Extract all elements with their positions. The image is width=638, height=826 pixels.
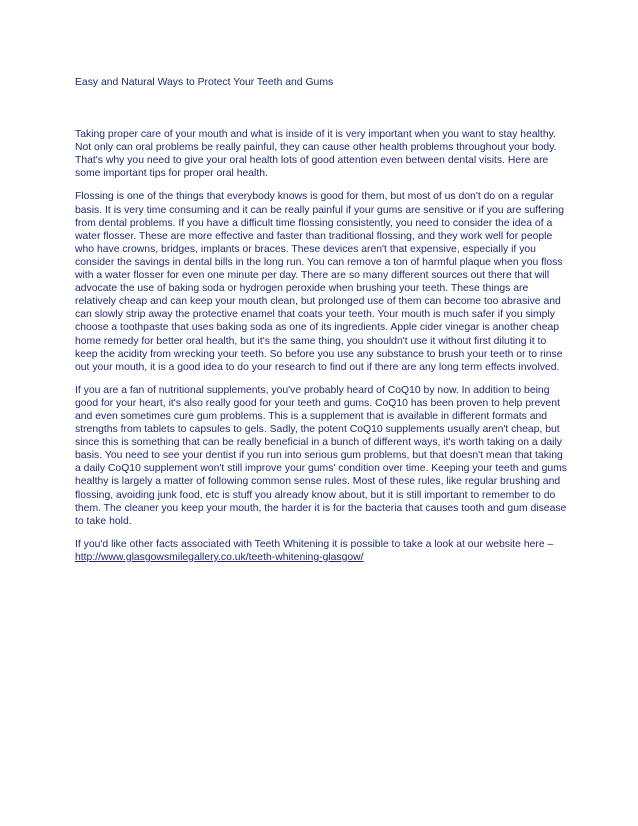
- paragraph-flossing: Flossing is one of the things that everybody knows is good for them, but most of us don't do on a regular basis. It is very time consuming and it can be really painful if your gums are sensitive or if you are suffering from dental problems. If you have a difficult time flossing consistently, you need to consider the idea of a water flosser. These are more effective and faster than traditional flossing, and they work well for people who have crowns, bridges, implants or braces. These devices aren't that expensive, especially if you consider the savings in dental bills in the long run. You can remove a ton of harmful plaque when you floss with a water flosser for even one minute per day. There are so many different sources out there that will advocate the use of baking soda or hydrogen peroxide when brushing your teeth. These things are relatively cheap and can keep your mouth clean, but prolonged use of them can become too abrasive and can slowly strip away the protective enamel that coats your teeth. Your mouth is much safer if you simply choose a toothpaste that uses baking soda as one of its ingredients. Apple cider vinegar is another cheap home remedy for better oral health, but it's the same thing, you shouldn't use it without first diluting it to keep the acidity from wrecking your teeth. So before you use any substance to brush your teeth or to rinse out your mouth, it is a good idea to do your research to find out if there are any long term effects involved.: [75, 191, 564, 373]
- paragraph-coq10: If you are a fan of nutritional supplements, you've probably heard of CoQ10 by now. In addition to being good for your heart, it's also really good for your teeth and gums. CoQ10 has been proven to help prevent and even sometimes cure gum problems. This is a supplement that is available in different formats and strengths from tablets to capsules to gels. Sadly, the potent CoQ10 supplements usually aren't cheap, but since this is something that can be really beneficial in a bunch of different ways, it's worth taking on a daily basis. You need to see your dentist if you run into serious gum problems, but that doesn't mean that taking a daily CoQ10 supplement won't still improve your gums' condition over time. Keeping your teeth and gums healthy is largely a matter of following common sense rules. Most of these rules, like regular brushing and flossing, avoiding junk food, etc is stuff you already know about, but it is still important to remember to do them. The cleaner you keep your mouth, the harder it is for the bacteria that causes tooth and gum disease to take hold.: [75, 384, 568, 527]
- closing-text: If you'd like other facts associated with Teeth Whitening it is possible to take a look at our website here –: [75, 538, 554, 550]
- paragraph-closing: [75, 538, 567, 564]
- website-link[interactable]: http://www.glasgowsmilegallery.co.uk/teeth-whitening-glasgow/: [75, 551, 364, 563]
- document-body: [75, 76, 567, 574]
- document-title: Easy and Natural Ways to Protect Your Teeth and Gums: [75, 77, 334, 88]
- paragraph-intro: Taking proper care of your mouth and what is inside of it is very important when you want to stay healthy. Not only can oral problems be really painful, they can cause other health problems throughout your body. That's why you need to give your oral health lots of good attention even between dental visits. Here are some important tips for proper oral health.: [75, 129, 557, 180]
